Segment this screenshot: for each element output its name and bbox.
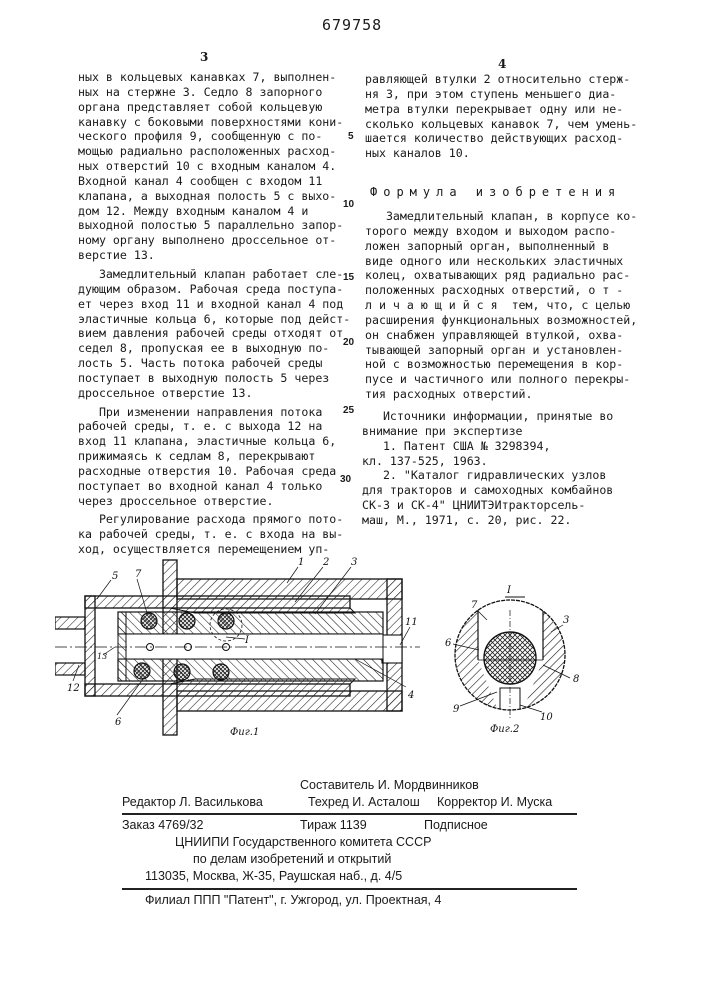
page-number-left: 3	[200, 50, 209, 64]
patent-number: 679758	[322, 16, 383, 34]
text-line: виде одного или нескольких эластичных	[365, 253, 624, 268]
claims-text	[365, 209, 637, 402]
fig2-label-8: 8	[573, 674, 580, 685]
fig1-label-5: 5	[112, 571, 119, 582]
text-line: вход 11 клапана, эластичные кольца 6,	[78, 434, 337, 449]
text-line: СК-3 и СК-4" ЦНИИТЭИтракторсель-	[362, 498, 586, 513]
page-number-right: 4	[498, 57, 507, 71]
text-line: седел 8, пропуская ее в выходную по-	[78, 341, 330, 356]
text-line: Регулирование расхода прямого пото-	[78, 512, 344, 527]
text-line: дующим образом. Рабочая среда поступа-	[78, 281, 344, 296]
text-line: тия расходных отверстий.	[365, 387, 533, 402]
text-line: сколько кольцевых канавок 7, чем умень-	[365, 116, 638, 131]
fig2-label-6: 6	[445, 638, 452, 649]
corrector: Корректор И. Муска	[437, 795, 553, 809]
text-line: ет через вход 11 и входной канал 4 под	[78, 296, 344, 311]
text-line: ческого профиля 9, сообщенную с по-	[78, 129, 323, 144]
fig1-label-7: 7	[135, 569, 142, 580]
text-line: Замедлительный клапан, в корпусе ко-	[365, 209, 638, 223]
fig2-label-9: 9	[453, 704, 460, 715]
text-line: клапана, а выходная полость 5 с выхо-	[78, 188, 337, 203]
text-line: органа представляет собой кольцевую	[78, 99, 323, 114]
order-number: Заказ 4769/32	[122, 818, 204, 832]
text-line: он снабжен управляющей втулкой, охва-	[365, 327, 624, 342]
line-number-25: 25	[343, 405, 355, 416]
text-line: расширения функциональных возможностей,	[365, 312, 638, 327]
text-line: Замедлительный клапан работает сле-	[78, 266, 344, 281]
text-line: мощью радиально расположенных расход-	[78, 144, 337, 159]
figure-2-detail	[445, 560, 605, 740]
text-line: ня 3, при этом ступень меньшего диа-	[365, 86, 617, 101]
branch-address: Филиал ППП "Патент", г. Ужгород, ул. Проектная, 4	[145, 893, 442, 907]
text-line: торого между входом и выходом распо-	[365, 223, 617, 238]
text-line: поступает в выходную полость 5 через	[78, 370, 330, 385]
fig1-label-4: 4	[408, 690, 415, 701]
fig2-label-10: 10	[540, 712, 553, 723]
fig1-caption: Фиг.1	[230, 727, 260, 738]
fig1-label-detail: I	[245, 635, 249, 646]
compiler: Составитель И. Мордвинников	[300, 778, 479, 792]
text-line: для тракторов и самоходных комбайнов	[362, 483, 614, 498]
line-number-30: 30	[340, 474, 352, 485]
line-number-5: 5	[348, 131, 354, 142]
text-line: тывающей запорный орган и установлен-	[365, 342, 624, 357]
text-line: верстие 13.	[78, 248, 155, 263]
line-number-20: 20	[343, 337, 355, 348]
text-line: положенных расходных отверстий, о т -	[365, 283, 624, 298]
text-line: ход, осуществляется перемещением уп-	[78, 542, 330, 557]
divider-2	[122, 888, 577, 890]
text-line: ных в кольцевых канавках 7, выполнен-	[78, 70, 337, 84]
rod	[118, 612, 383, 681]
editor: Редактор Л. Василькова	[122, 795, 263, 809]
text-line: 1. Патент США № 3298394,	[362, 438, 551, 453]
text-line: колец, охватывающих ряд радиально рас-	[365, 268, 631, 283]
text-line: вием давления рабочей среды отходят от	[78, 326, 344, 341]
text-line: кл. 137-525, 1963.	[362, 453, 488, 468]
subscription: Подписное	[424, 818, 488, 832]
text-line: лость 5. Часть потока рабочей среды	[78, 356, 323, 371]
claims-heading: Формула изобретения	[370, 185, 622, 199]
text-line: метра втулки перекрывает одну или не-	[365, 101, 624, 116]
text-line: маш, М., 1971, с. 20, рис. 22.	[362, 512, 572, 527]
org-address: 113035, Москва, Ж-35, Раушская наб., д. 4/5	[145, 869, 403, 883]
fig1-label-2: 2	[323, 557, 330, 568]
text-line: При изменении направления потока	[78, 404, 323, 419]
fig1-label-3: 3	[351, 557, 358, 568]
text-line: эластичные кольца 6, которые под дейст-	[78, 311, 351, 326]
text-line: ных на стержне 3. Седло 8 запорного	[78, 84, 323, 99]
figure-1-valve-section	[55, 555, 435, 755]
text-line: пусе и частичного или полного перекры-	[365, 372, 631, 387]
text-line: 2. "Каталог гидравлических узлов	[362, 468, 607, 483]
text-line: дроссельное отверстие 13.	[78, 385, 253, 400]
text-line: ложен запорный орган, выполненный в	[365, 238, 610, 253]
text-line: рабочей среды, т. е. с выхода 12 на	[78, 419, 323, 434]
fig2-label-7: 7	[471, 600, 478, 611]
fig2-label-3: 3	[563, 615, 570, 626]
line-number-15: 15	[343, 272, 355, 283]
text-line: ной с возможностью перемещения в кор-	[365, 357, 624, 372]
org-line-2: по делам изобретений и открытий	[193, 852, 392, 866]
fig1-label-13: 13	[97, 652, 108, 661]
text-line: шается количество действующих расход-	[365, 131, 624, 146]
left-column-text	[78, 70, 350, 557]
right-column-text	[365, 72, 637, 161]
divider-1	[122, 813, 577, 815]
line-number-10: 10	[343, 199, 355, 210]
text-line: прижимаясь к седлам 8, перекрывают	[78, 449, 316, 464]
text-line: Источники информации, принятые во	[362, 409, 614, 423]
sources-text	[362, 409, 613, 528]
text-line: выходной полостью 5 параллельно запор-	[78, 218, 344, 233]
fig2-caption: Фиг.2	[490, 724, 520, 735]
fig1-label-1: 1	[298, 557, 305, 568]
text-line: расходные отверстия 10. Рабочая среда	[78, 463, 337, 478]
text-line: Входной канал 4 сообщен с входом 11	[78, 173, 323, 188]
text-line: через дроссельное отверстие.	[78, 493, 274, 508]
fig1-label-6: 6	[115, 717, 122, 728]
text-line: ному органу выполнено дроссельное от-	[78, 233, 337, 248]
text-line: ка рабочей среды, т. е. с входа на вы-	[78, 527, 344, 542]
text-line: внимание при экспертизе	[362, 423, 523, 438]
text-line: л и ч а ю щ и й с я тем, что, с целью	[365, 298, 631, 313]
techred: Техред И. Асталош	[308, 795, 420, 809]
text-line: равляющей втулки 2 относительно стерж-	[365, 72, 631, 86]
text-line: ных отверстий 10 с входным каналом 4.	[78, 159, 337, 174]
text-line: дом 12. Между входным каналом 4 и	[78, 203, 309, 218]
fig1-label-11: 11	[405, 617, 418, 628]
fig2-title: I	[507, 585, 511, 596]
text-line: ных каналов 10.	[365, 146, 470, 161]
org-line-1: ЦНИИПИ Государственного комитета СССР	[175, 835, 432, 849]
fig1-label-12: 12	[67, 683, 80, 694]
text-line: канавку с боковыми поверхностями кони-	[78, 114, 344, 129]
text-line: поступает во входной канал 4 только	[78, 478, 323, 493]
circulation: Тираж 1139	[300, 818, 367, 832]
